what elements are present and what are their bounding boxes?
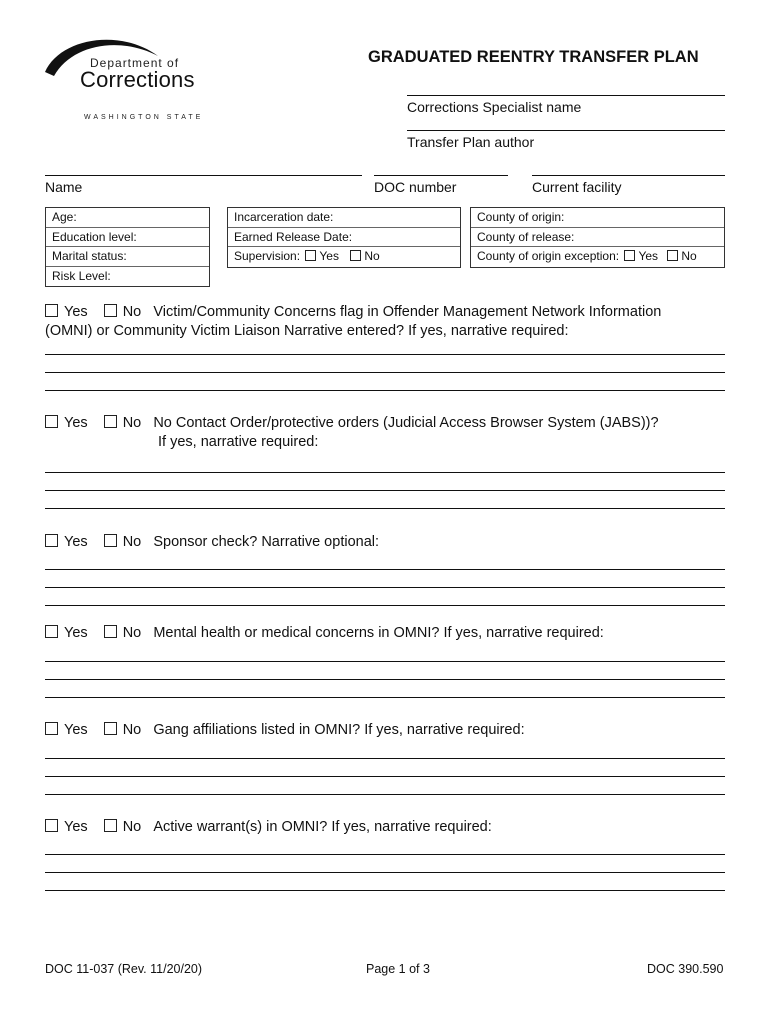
- q6-text-line1: Active warrant(s) in OMNI? If yes, narrative required:: [153, 819, 492, 835]
- q4-yes-label: Yes: [64, 625, 88, 641]
- marital-status-field[interactable]: Marital status:: [46, 247, 209, 267]
- q1-no-label: No: [122, 304, 142, 320]
- demographics-box: [45, 207, 210, 287]
- q1-no-checkbox[interactable]: [104, 304, 117, 317]
- q3-yes-label: Yes: [64, 534, 88, 550]
- q6-narrative-line[interactable]: [45, 854, 725, 855]
- current-facility-label: Current facility: [532, 179, 622, 195]
- county-box: [470, 207, 725, 268]
- current-facility-field[interactable]: [532, 175, 725, 176]
- dates-box: [227, 207, 461, 268]
- q3-no-checkbox[interactable]: [104, 534, 117, 547]
- logo-corrections-text: Corrections: [80, 67, 195, 92]
- q4-text-line1: Mental health or medical concerns in OMNI? If yes, narrative required:: [153, 625, 604, 641]
- q1-text-line1: Victim/Community Concerns flag in Offender Management Network Information: [153, 304, 662, 320]
- policy-number: DOC 390.590: [647, 962, 724, 976]
- plan-author-field[interactable]: [407, 130, 725, 131]
- q5-no-label: No: [122, 722, 142, 738]
- q2-text-line1: No Contact Order/protective orders (Judicial Access Browser System (JABS))?: [153, 415, 659, 431]
- q5-yes-checkbox[interactable]: [45, 722, 58, 735]
- q2-narrative-line[interactable]: [45, 472, 725, 473]
- question-no-contact-order: [45, 414, 659, 452]
- q5-text-line1: Gang affiliations listed in OMNI? If yes, narrative required:: [153, 722, 525, 738]
- q5-narrative-line[interactable]: [45, 758, 725, 759]
- q3-yes-checkbox[interactable]: [45, 534, 58, 547]
- question-victim-concerns: [45, 303, 661, 341]
- supervision-label: Supervision:: [234, 249, 301, 263]
- q3-narrative-line[interactable]: [45, 569, 725, 570]
- q4-narrative-line[interactable]: [45, 661, 725, 662]
- county-of-origin-field[interactable]: County of origin:: [471, 208, 724, 228]
- exception-no-label: No: [681, 249, 697, 263]
- supervision-yes-checkbox[interactable]: [305, 250, 316, 261]
- county-exception-row: [471, 247, 724, 267]
- county-exception-label: County of origin exception:: [477, 249, 620, 263]
- supervision-no-label: No: [364, 249, 380, 263]
- q2-narrative-line[interactable]: [45, 508, 725, 509]
- q1-yes-checkbox[interactable]: [45, 304, 58, 317]
- q1-narrative-line[interactable]: [45, 390, 725, 391]
- question-gang-affiliations: [45, 721, 525, 740]
- exception-yes-checkbox[interactable]: [624, 250, 635, 261]
- q2-yes-label: Yes: [64, 415, 88, 431]
- q5-yes-label: Yes: [64, 722, 88, 738]
- q5-narrative-line[interactable]: [45, 776, 725, 777]
- incarceration-date-field[interactable]: Incarceration date:: [228, 208, 460, 228]
- doc-number-field[interactable]: [374, 175, 508, 176]
- q2-text-line2: If yes, narrative required:: [158, 434, 319, 450]
- question-sponsor-check: [45, 533, 379, 552]
- exception-no-checkbox[interactable]: [667, 250, 678, 261]
- q2-yes-checkbox[interactable]: [45, 415, 58, 428]
- specialist-name-label: Corrections Specialist name: [407, 99, 582, 115]
- supervision-row: [228, 247, 460, 267]
- q4-narrative-line[interactable]: [45, 679, 725, 680]
- q3-text-line1: Sponsor check? Narrative optional:: [153, 534, 380, 550]
- name-label: Name: [45, 179, 83, 195]
- q1-narrative-line[interactable]: [45, 354, 725, 355]
- county-of-release-field[interactable]: County of release:: [471, 228, 724, 248]
- q1-narrative-line[interactable]: [45, 372, 725, 373]
- plan-author-label: Transfer Plan author: [407, 134, 535, 150]
- q3-no-label: No: [122, 534, 142, 550]
- age-field[interactable]: Age:: [46, 208, 209, 228]
- risk-level-field[interactable]: Risk Level:: [52, 268, 111, 283]
- q4-narrative-line[interactable]: [45, 697, 725, 698]
- q6-yes-label: Yes: [64, 819, 88, 835]
- q6-no-checkbox[interactable]: [104, 819, 117, 832]
- form-number: DOC 11-037 (Rev. 11/20/20): [45, 962, 203, 976]
- logo-department-text: Department of: [90, 56, 180, 70]
- page-number: Page 1 of 3: [366, 962, 430, 976]
- supervision-no-checkbox[interactable]: [350, 250, 361, 261]
- q4-yes-checkbox[interactable]: [45, 625, 58, 638]
- q4-no-checkbox[interactable]: [104, 625, 117, 638]
- question-mental-health: [45, 624, 604, 643]
- q3-narrative-line[interactable]: [45, 587, 725, 588]
- doc-logo: [40, 30, 210, 121]
- exception-yes-label: Yes: [638, 249, 659, 263]
- q4-no-label: No: [122, 625, 142, 641]
- supervision-yes-label: Yes: [319, 249, 339, 263]
- q6-narrative-line[interactable]: [45, 890, 725, 891]
- question-active-warrants: [45, 818, 492, 837]
- name-field[interactable]: [45, 175, 362, 176]
- specialist-name-field[interactable]: [407, 95, 725, 96]
- page-title: GRADUATED REENTRY TRANSFER PLAN: [368, 48, 699, 66]
- q5-no-checkbox[interactable]: [104, 722, 117, 735]
- education-level-field[interactable]: Education level:: [46, 228, 209, 248]
- q5-narrative-line[interactable]: [45, 794, 725, 795]
- q1-text-line2: (OMNI) or Community Victim Liaison Narrative entered? If yes, narrative required:: [45, 323, 569, 339]
- q2-no-label: No: [122, 415, 142, 431]
- earned-release-date-field[interactable]: Earned Release Date:: [228, 228, 460, 248]
- q6-yes-checkbox[interactable]: [45, 819, 58, 832]
- q3-narrative-line[interactable]: [45, 605, 725, 606]
- q1-yes-label: Yes: [64, 304, 88, 320]
- doc-number-label: DOC number: [374, 179, 457, 195]
- logo-state-text: WASHINGTON STATE: [84, 114, 204, 121]
- q2-narrative-line[interactable]: [45, 490, 725, 491]
- q6-narrative-line[interactable]: [45, 872, 725, 873]
- q6-no-label: No: [122, 819, 142, 835]
- q2-no-checkbox[interactable]: [104, 415, 117, 428]
